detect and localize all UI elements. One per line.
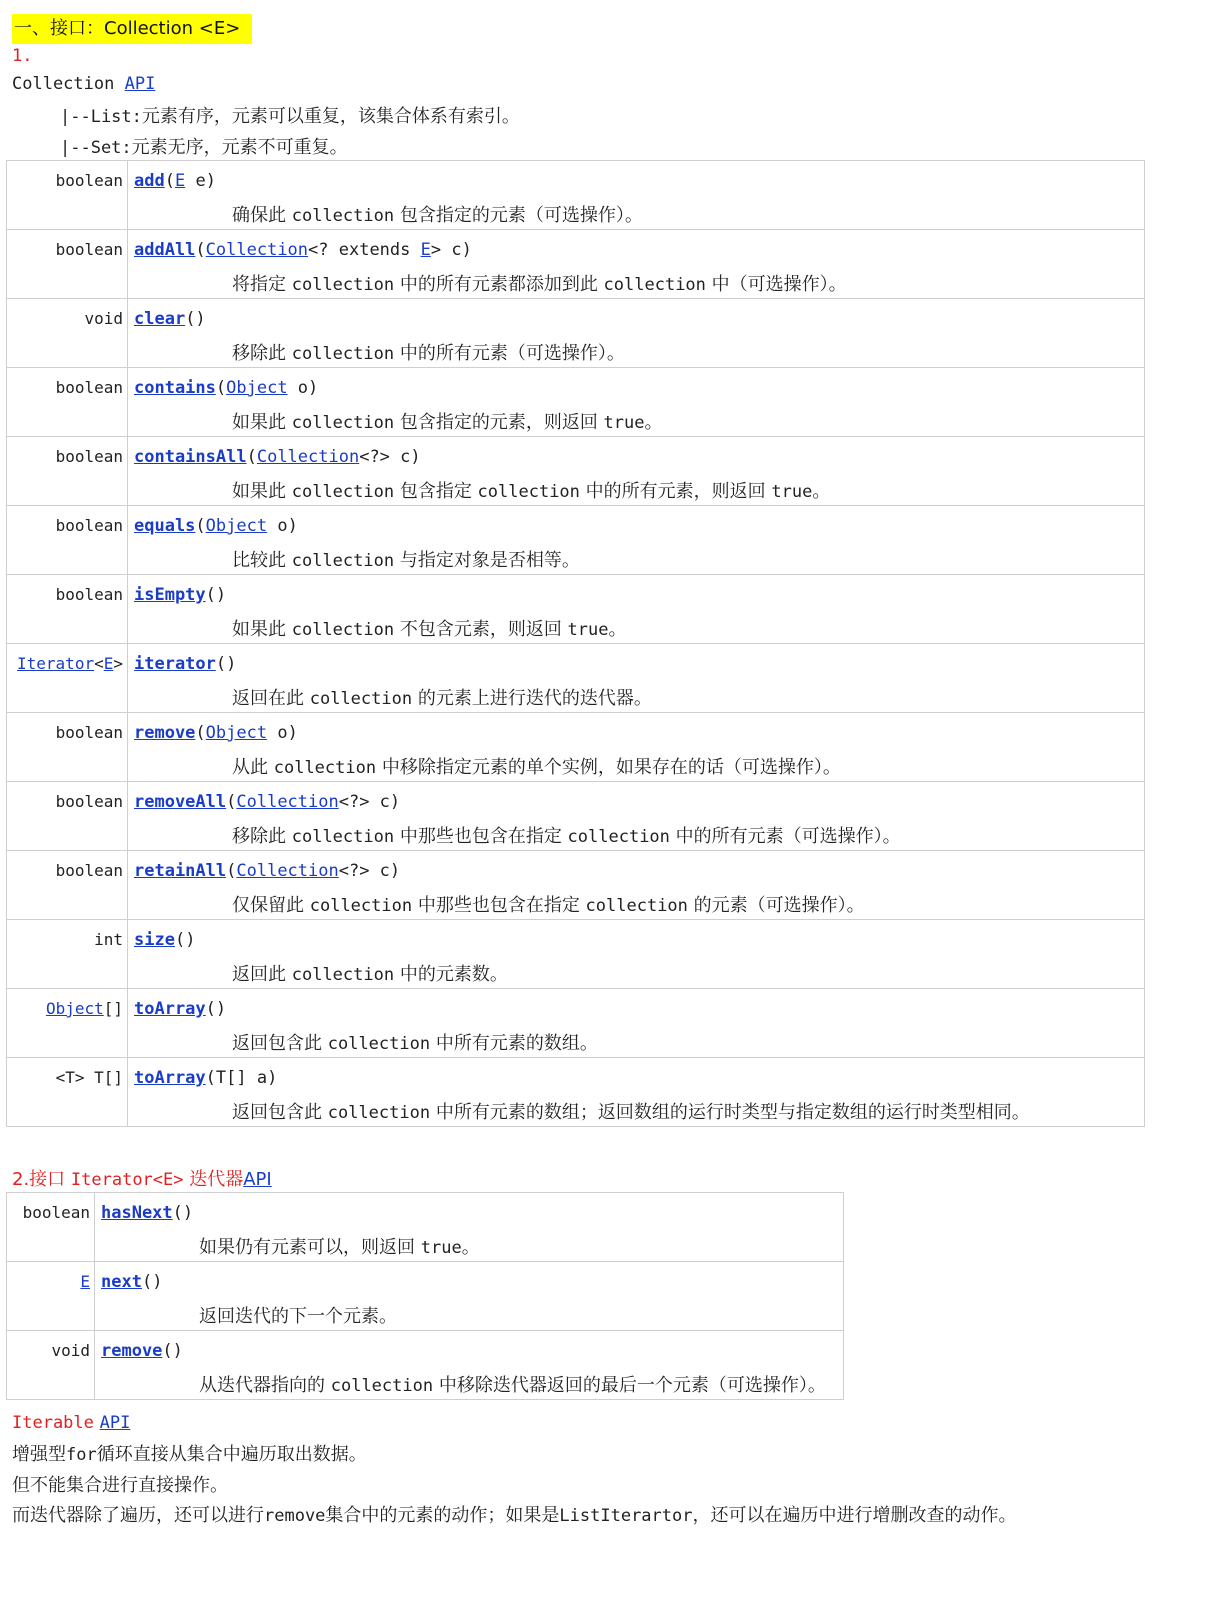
- return-type-text: boolean: [55, 171, 123, 190]
- return-type-text: boolean: [55, 792, 123, 811]
- param-type-link[interactable]: Collection: [205, 240, 309, 260]
- param-text: (: [195, 516, 206, 536]
- method-row-equals: [7, 506, 1145, 575]
- description-text: 返回包含此: [232, 1033, 328, 1054]
- tree-list-text: 元素有序，元素可以重复，该集合体系有索引。: [141, 106, 520, 127]
- description-text: collection: [291, 551, 395, 571]
- method-signature: [134, 930, 1144, 952]
- method-row-addAll: [7, 230, 1145, 299]
- description-text: 如果此: [232, 481, 292, 502]
- return-type: [7, 989, 128, 1058]
- description-text: 中所有元素的数组。: [430, 1033, 598, 1054]
- description-text: 移除此: [232, 826, 292, 847]
- iterable-note-1: [12, 1440, 367, 1466]
- iterable-note-text: 循环直接从集合中遍历取出数据。: [96, 1444, 367, 1465]
- description-text: 不包含元素，则返回: [394, 619, 568, 640]
- description-text: 的元素上进行迭代的迭代器。: [412, 688, 652, 709]
- return-type-text: boolean: [55, 723, 123, 742]
- method-description: [232, 753, 1144, 779]
- method-cell: [128, 1058, 1145, 1127]
- return-type: [7, 713, 128, 782]
- return-type-text: void: [84, 309, 123, 328]
- method-signature: [134, 516, 1144, 538]
- method-row-removeAll: [7, 782, 1145, 851]
- param-type-link[interactable]: Collection: [236, 792, 339, 812]
- return-type-text: boolean: [55, 240, 123, 259]
- method-name-link[interactable]: hasNext: [101, 1203, 173, 1223]
- description-text: collection: [273, 758, 377, 778]
- method-signature: [134, 792, 1144, 814]
- method-description: [232, 891, 1144, 917]
- description-text: 。: [812, 481, 831, 502]
- return-type-link[interactable]: E: [103, 654, 114, 673]
- tree-set-text: 元素无序，元素不可重复。: [131, 137, 348, 158]
- method-cell: [128, 851, 1145, 920]
- return-type: [7, 437, 128, 506]
- description-text: 包含指定: [394, 481, 478, 502]
- description-text: collection: [603, 275, 706, 295]
- method-cell: [95, 1193, 844, 1262]
- description-text: 中移除迭代器返回的最后一个元素（可选操作）。: [433, 1375, 826, 1396]
- param-text: (: [215, 378, 227, 398]
- description-text: 包含指定的元素（可选操作）。: [394, 205, 643, 226]
- method-description: [232, 270, 1144, 296]
- iterable-note-2: [12, 1471, 228, 1497]
- param-text: <? extends: [308, 240, 421, 260]
- param-text: > c): [430, 240, 472, 260]
- description-text: collection: [327, 1103, 431, 1123]
- description-text: 返回迭代的下一个元素。: [199, 1306, 397, 1327]
- description-text: collection: [291, 482, 395, 502]
- method-cell: [128, 230, 1145, 299]
- return-type-text: int: [94, 930, 123, 949]
- param-text: (: [246, 447, 257, 467]
- description-text: 中那些也包含在指定: [412, 895, 586, 916]
- return-type-text: void: [51, 1341, 90, 1360]
- collection-api-link[interactable]: API: [124, 74, 156, 94]
- tree-list-branch: |--List:: [60, 107, 142, 127]
- method-signature: [101, 1341, 843, 1363]
- method-description: [199, 1302, 843, 1328]
- description-text: 中的所有元素都添加到此: [394, 274, 604, 295]
- description-text: 的元素（可选操作）。: [687, 895, 865, 916]
- description-text: collection: [309, 896, 413, 916]
- method-row-clear: [7, 299, 1145, 368]
- return-type-text: boolean: [55, 585, 123, 604]
- method-name-link[interactable]: add: [134, 171, 165, 191]
- param-text: (: [195, 240, 206, 260]
- method-name-link[interactable]: toArray: [134, 1068, 206, 1088]
- param-text: <?> c): [338, 792, 401, 812]
- method-cell: [128, 644, 1145, 713]
- method-cell: [128, 299, 1145, 368]
- param-text: (): [162, 1341, 183, 1361]
- iterable-note-text: 而迭代器除了遍历，还可以进行: [12, 1505, 264, 1526]
- description-text: collection: [291, 275, 395, 295]
- method-signature: [134, 309, 1144, 331]
- description-text: 如果仍有元素可以，则返回: [199, 1237, 421, 1258]
- param-type-link[interactable]: Object: [205, 516, 268, 536]
- method-row-size: [7, 920, 1145, 989]
- param-text: (): [172, 1203, 194, 1223]
- method-signature: [134, 240, 1144, 262]
- description-text: 如果此: [232, 619, 292, 640]
- description-text: collection: [330, 1376, 434, 1396]
- method-cell: [128, 920, 1145, 989]
- section2-mono: Iterator<E>: [70, 1170, 184, 1190]
- method-name-link[interactable]: containsAll: [134, 447, 247, 467]
- method-cell: [128, 506, 1145, 575]
- iterable-note-text: 增强型: [12, 1444, 66, 1465]
- description-text: 中的所有元素（可选操作）。: [394, 343, 625, 364]
- iterable-note-text: for: [66, 1445, 97, 1465]
- section1-number: 1.: [12, 46, 33, 66]
- description-text: 返回在此: [232, 688, 310, 709]
- iterable-note-text: 集合中的元素的动作；如果是: [325, 1505, 560, 1526]
- method-description: [199, 1371, 843, 1397]
- iterable-label: Iterable: [12, 1413, 94, 1433]
- param-text: o): [287, 378, 319, 398]
- param-text: (): [174, 930, 196, 950]
- param-type-link[interactable]: Collection: [236, 861, 339, 881]
- method-name-link[interactable]: retainAll: [134, 861, 227, 881]
- return-type-text: <: [94, 654, 104, 673]
- method-name-link[interactable]: addAll: [134, 240, 196, 260]
- method-name-link[interactable]: iterator: [134, 654, 216, 674]
- method-row-retainAll: [7, 851, 1145, 920]
- description-text: 确保此: [232, 205, 292, 226]
- return-type-text: boolean: [55, 861, 123, 880]
- method-name-link[interactable]: equals: [134, 516, 196, 536]
- iterable-heading: [12, 1412, 130, 1433]
- description-text: 将指定: [232, 274, 292, 295]
- method-signature: [134, 585, 1144, 607]
- return-type: [7, 506, 128, 575]
- method-row-remove: [7, 1331, 844, 1400]
- description-text: 中那些也包含在指定: [394, 826, 568, 847]
- description-text: 中（可选操作）。: [705, 274, 847, 295]
- method-description: [232, 477, 1144, 503]
- description-text: collection: [291, 344, 395, 364]
- return-type-link[interactable]: E: [80, 1272, 90, 1291]
- method-cell: [128, 713, 1145, 782]
- method-description: [199, 1233, 843, 1259]
- method-description: [232, 1098, 1144, 1124]
- return-type: [7, 575, 128, 644]
- description-text: 。: [461, 1237, 480, 1258]
- return-type-link[interactable]: Object: [45, 999, 104, 1018]
- iterator-api-link[interactable]: API: [243, 1169, 272, 1190]
- method-cell: [128, 161, 1145, 230]
- method-signature: [134, 378, 1144, 400]
- tree-list: [60, 102, 520, 128]
- return-type: [7, 851, 128, 920]
- iterable-note-text: ListIterartor: [559, 1506, 693, 1526]
- method-name-link[interactable]: removeAll: [134, 792, 227, 812]
- description-text: collection: [291, 206, 395, 226]
- method-name-link[interactable]: size: [134, 930, 175, 950]
- return-type: [7, 1262, 95, 1331]
- return-type: [7, 782, 128, 851]
- method-signature: [134, 999, 1144, 1021]
- method-signature: [134, 447, 1144, 469]
- description-text: 从此: [232, 757, 274, 778]
- return-type: [7, 1193, 95, 1262]
- return-type-text: boolean: [22, 1203, 90, 1222]
- description-text: 。: [644, 412, 663, 433]
- iterable-api-link[interactable]: API: [99, 1413, 131, 1433]
- description-text: 仅保留此: [232, 895, 310, 916]
- method-name-link[interactable]: isEmpty: [134, 585, 206, 605]
- description-text: collection: [327, 1034, 431, 1054]
- iterable-note-text: ，还可以在遍历中进行增删改查的动作。: [692, 1505, 1017, 1526]
- param-type-link[interactable]: Object: [226, 378, 288, 398]
- description-text: collection: [477, 482, 580, 502]
- method-signature: [134, 654, 1144, 676]
- method-row-containsAll: [7, 437, 1145, 506]
- return-type: [7, 368, 128, 437]
- description-text: 比较此: [232, 550, 292, 571]
- description-text: 中的元素数。: [394, 964, 508, 985]
- method-cell: [95, 1262, 844, 1331]
- param-text: (T[] a): [205, 1068, 278, 1088]
- method-signature: [101, 1203, 843, 1225]
- section1-heading-text: 一、接口：Collection <E>: [14, 18, 241, 39]
- return-type: [7, 1331, 95, 1400]
- param-text: o): [267, 516, 298, 536]
- method-name-link[interactable]: contains: [134, 378, 216, 398]
- description-text: 移除此: [232, 343, 292, 364]
- description-text: 如果此: [232, 412, 292, 433]
- section2-suffix: 迭代器: [183, 1169, 244, 1190]
- method-signature: [134, 171, 1144, 193]
- method-cell: [128, 575, 1145, 644]
- description-text: true: [603, 413, 645, 433]
- description-text: collection: [291, 413, 395, 433]
- method-name-link[interactable]: remove: [101, 1341, 163, 1361]
- return-type: [7, 299, 128, 368]
- method-cell: [128, 989, 1145, 1058]
- method-row-next: [7, 1262, 844, 1331]
- description-text: 返回包含此: [232, 1102, 328, 1123]
- description-text: true: [567, 620, 609, 640]
- description-text: 从迭代器指向的: [199, 1375, 331, 1396]
- collection-api-title: [12, 73, 155, 94]
- return-type-text: >: [113, 654, 123, 673]
- param-text: (: [164, 171, 175, 191]
- iterable-note-3: [12, 1501, 1016, 1527]
- method-description: [232, 339, 1144, 365]
- param-text: e): [185, 171, 216, 191]
- return-type: [7, 1058, 128, 1127]
- param-text: (): [215, 654, 237, 674]
- description-text: collection: [309, 689, 413, 709]
- param-text: (): [141, 1272, 163, 1292]
- description-text: 与指定对象是否相等。: [394, 550, 580, 571]
- return-type-text: []: [103, 999, 123, 1018]
- section2-prefix: 2.接口: [12, 1169, 71, 1190]
- method-description: [232, 201, 1144, 227]
- return-type-link[interactable]: Iterator: [17, 654, 95, 673]
- return-type-text: boolean: [55, 447, 123, 466]
- description-text: 包含指定的元素，则返回: [394, 412, 604, 433]
- description-text: collection: [291, 827, 395, 847]
- param-text: o): [267, 723, 298, 743]
- method-row-remove: [7, 713, 1145, 782]
- param-text: <?> c): [338, 861, 401, 881]
- return-type: [7, 920, 128, 989]
- section2-heading: [12, 1165, 272, 1191]
- collection-title-text: Collection: [12, 74, 125, 94]
- method-description: [232, 822, 1144, 848]
- description-text: 。: [608, 619, 627, 640]
- iterator-methods-table: [6, 1192, 844, 1400]
- method-row-contains: [7, 368, 1145, 437]
- param-type-link[interactable]: E: [420, 240, 431, 260]
- method-cell: [128, 437, 1145, 506]
- param-text: (): [205, 585, 227, 605]
- method-signature: [134, 723, 1144, 745]
- param-text: <?> c): [359, 447, 421, 467]
- description-text: 中的所有元素（可选操作）。: [669, 826, 901, 847]
- method-description: [232, 684, 1144, 710]
- method-description: [232, 1029, 1144, 1055]
- method-description: [232, 960, 1144, 986]
- method-name-link[interactable]: next: [101, 1272, 142, 1292]
- iterable-note-text: remove: [264, 1506, 326, 1526]
- param-text: (): [185, 309, 206, 329]
- method-description: [232, 546, 1144, 572]
- method-name-link[interactable]: remove: [134, 723, 196, 743]
- iterable-note-text: 但不能集合进行直接操作。: [12, 1475, 228, 1496]
- section1-heading: [12, 14, 252, 44]
- method-name-link[interactable]: toArray: [134, 999, 206, 1019]
- method-row-isEmpty: [7, 575, 1145, 644]
- method-signature: [134, 861, 1144, 883]
- return-type: [7, 644, 128, 713]
- param-text: (: [226, 792, 237, 812]
- method-signature: [101, 1272, 843, 1294]
- description-text: 中移除指定元素的单个实例，如果存在的话（可选操作）。: [376, 757, 841, 778]
- description-text: 中所有元素的数组；返回数组的运行时类型与指定数组的运行时类型相同。: [430, 1102, 1030, 1123]
- description-text: collection: [585, 896, 688, 916]
- return-type: [7, 230, 128, 299]
- description-text: collection: [291, 965, 395, 985]
- param-type-link[interactable]: Object: [205, 723, 268, 743]
- method-description: [232, 408, 1144, 434]
- method-name-link[interactable]: clear: [134, 309, 186, 329]
- method-row-toArray: [7, 1058, 1145, 1127]
- description-text: 中的所有元素，则返回: [579, 481, 772, 502]
- return-type: [7, 161, 128, 230]
- method-row-add: [7, 161, 1145, 230]
- collection-methods-table: [6, 160, 1145, 1127]
- method-signature: [134, 1068, 1144, 1090]
- method-cell: [128, 368, 1145, 437]
- description-text: true: [771, 482, 813, 502]
- return-type-text: boolean: [55, 378, 123, 397]
- param-text: (: [226, 861, 237, 881]
- param-text: (: [195, 723, 206, 743]
- return-type-text: boolean: [55, 516, 123, 535]
- method-cell: [128, 782, 1145, 851]
- description-text: collection: [567, 827, 670, 847]
- param-type-link[interactable]: E: [174, 171, 186, 191]
- tree-set: [60, 133, 348, 159]
- return-type-text: <T> T[]: [55, 1068, 123, 1087]
- method-row-toArray: [7, 989, 1145, 1058]
- description-text: collection: [291, 620, 395, 640]
- method-cell: [95, 1331, 844, 1400]
- param-type-link[interactable]: Collection: [256, 447, 360, 467]
- method-description: [232, 615, 1144, 641]
- tree-set-branch: |--Set:: [60, 138, 132, 158]
- method-row-iterator: [7, 644, 1145, 713]
- method-row-hasNext: [7, 1193, 844, 1262]
- description-text: true: [420, 1238, 462, 1258]
- param-text: (): [205, 999, 227, 1019]
- description-text: 返回此: [232, 964, 292, 985]
